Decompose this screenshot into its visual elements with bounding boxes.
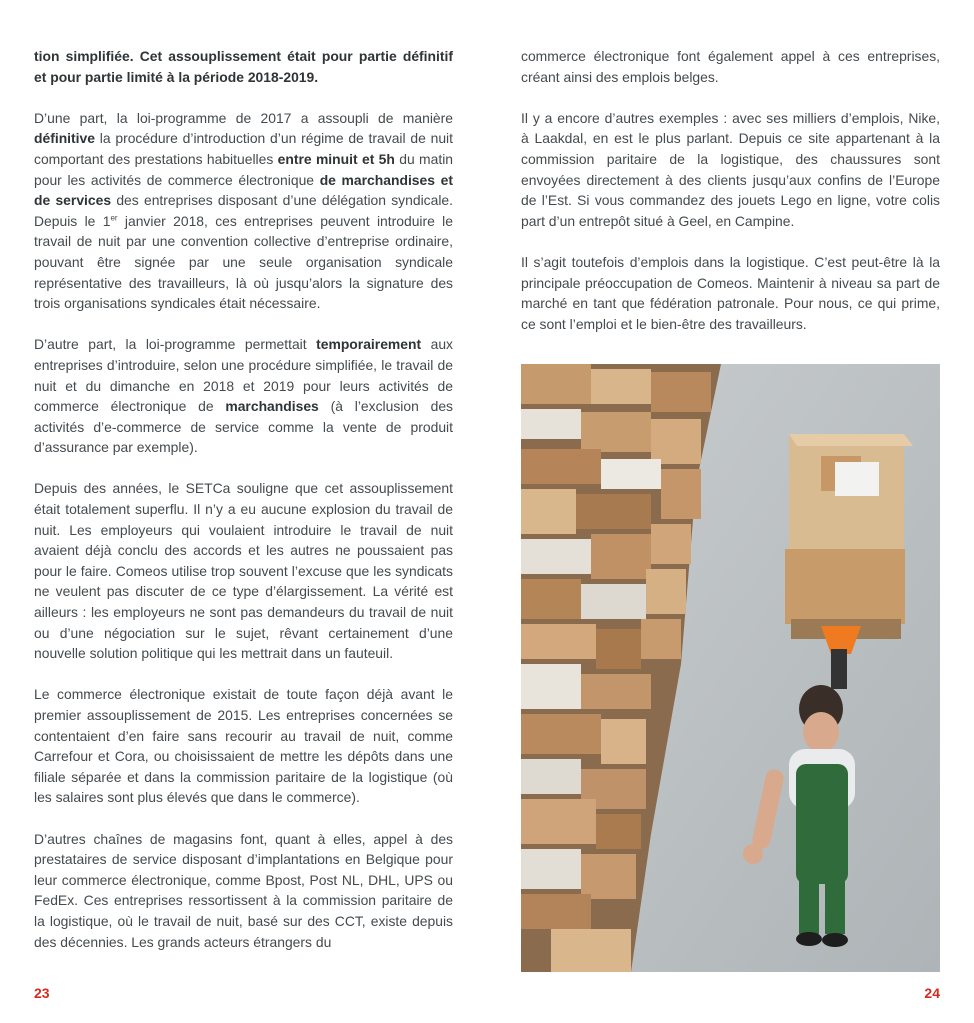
- paragraph-setca: Depuis des années, le SETCa souligne que cet assouplissement était totalement superflu. Il n’y a eu aucune explosion du travail de nuit. Les employeurs qui voulaient introduire le travail de nuit avaient déjà conclu des accords et les autres ne poussaient pas pour le faire. Comeos utilise trop souvent l’excuse que les syndicats ne veulent pas discuter de ce type d’élargissement. La vérité est ailleurs : les employeurs ne sont pas demandeurs du travail de nuit ou d’une négociation sur le sujet, rêvant certainement d’une nouvelle solution politique qui les mettrait dans un fauteuil.: [34, 480, 453, 662]
- right-column: [521, 46, 940, 355]
- paragraph-definitive: D’une part, la loi-programme de 2017 a assoupli de manière définitive la procédure d’introduction d’un régime de travail de nuit comportant des prestations habituelles entre minuit et 5h du matin pour les activités de commerce électronique de marchandises et de services des entreprises disposant d’une délégation syndicale. Depuis le 1er janvier 2018, ces entreprises peuvent introduire le travail de nuit par une convention collective d’entreprise ordinaire, pouvant être signée par une seule organisation syndicale représentative des travailleurs, là où jusqu’alors la signature des trois organisations syndicales était nécessaire.: [34, 109, 454, 312]
- paragraph-other-chains: D’autres chaînes de magasins font, quant à elles, appel à des prestataires de service disposant d’implantations en Belgique pour leur commerce électronique, comme Bpost, Post NL, DHL, UPS ou FedEx. Ces entreprises ressortissent à la commission paritaire de la logistique, où le travail de nuit, basé sur des CCT, existe depuis des décennies. Les grands acteurs étrangers du: [34, 830, 453, 950]
- page-number-right: 24: [924, 985, 940, 1001]
- page-number-left: 23: [34, 985, 50, 1001]
- paragraph-history: Le commerce électronique existait de toute façon déjà avant le premier assouplissement de 2015. Les entreprises concernées se contentaient d’en faire sans recourir au travail de nuit, comme Carrefour et Cora, ou choisissaient de mettre les dépôts dans une filiale séparée et dans la commission paritaire de la logistique (où les salaires sont plus élevés que dans le commerce).: [34, 686, 453, 806]
- paragraph-intro: tion simplifiée. Cet assouplissement était pour partie définitif et pour partie limité à la période 2018-2019.: [34, 48, 453, 85]
- paragraph-temporary: D’autre part, la loi-programme permettait temporairement aux entreprises d’introduire, selon une procédure simplifiée, le travail de nuit et du dimanche en 2018 et 2019 pour leurs activités de commerce électronique de marchandises (à l’exclusion des activités d’e-commerce de service comme la vente de produit d’assurance par exemple).: [34, 336, 454, 456]
- left-column: [34, 46, 453, 973]
- paragraph-logistics: Il s’agit toutefois d’emplois dans la logistique. C’est peut-être là la principale préoccupation de Comeos. Maintenir à niveau sa part de marché en tant que fédération patronale. Pour nous, ce qui prime, ce sont l’emploi et le bien-être des travailleurs.: [521, 253, 940, 332]
- warehouse-worker-illustration: [521, 364, 940, 972]
- paragraph-continuation: commerce électronique font également appel à ces entreprises, créant ainsi des emplois belges.: [521, 48, 940, 85]
- paragraph-examples: Il y a encore d’autres exemples : avec ses milliers d’emplois, Nike, à Laakdal, en est le plus parlant. Depuis ce site appartenant à la commission paritaire de la logistique, des chaussures sont envoyées directement à des clients jusqu’aux confins de l’Europe de l’Est. Si vous commandez des jouets Lego en ligne, votre colis part d’un entrepôt situé à Geel, en Campine.: [521, 109, 940, 229]
- warehouse-photo: [521, 364, 940, 972]
